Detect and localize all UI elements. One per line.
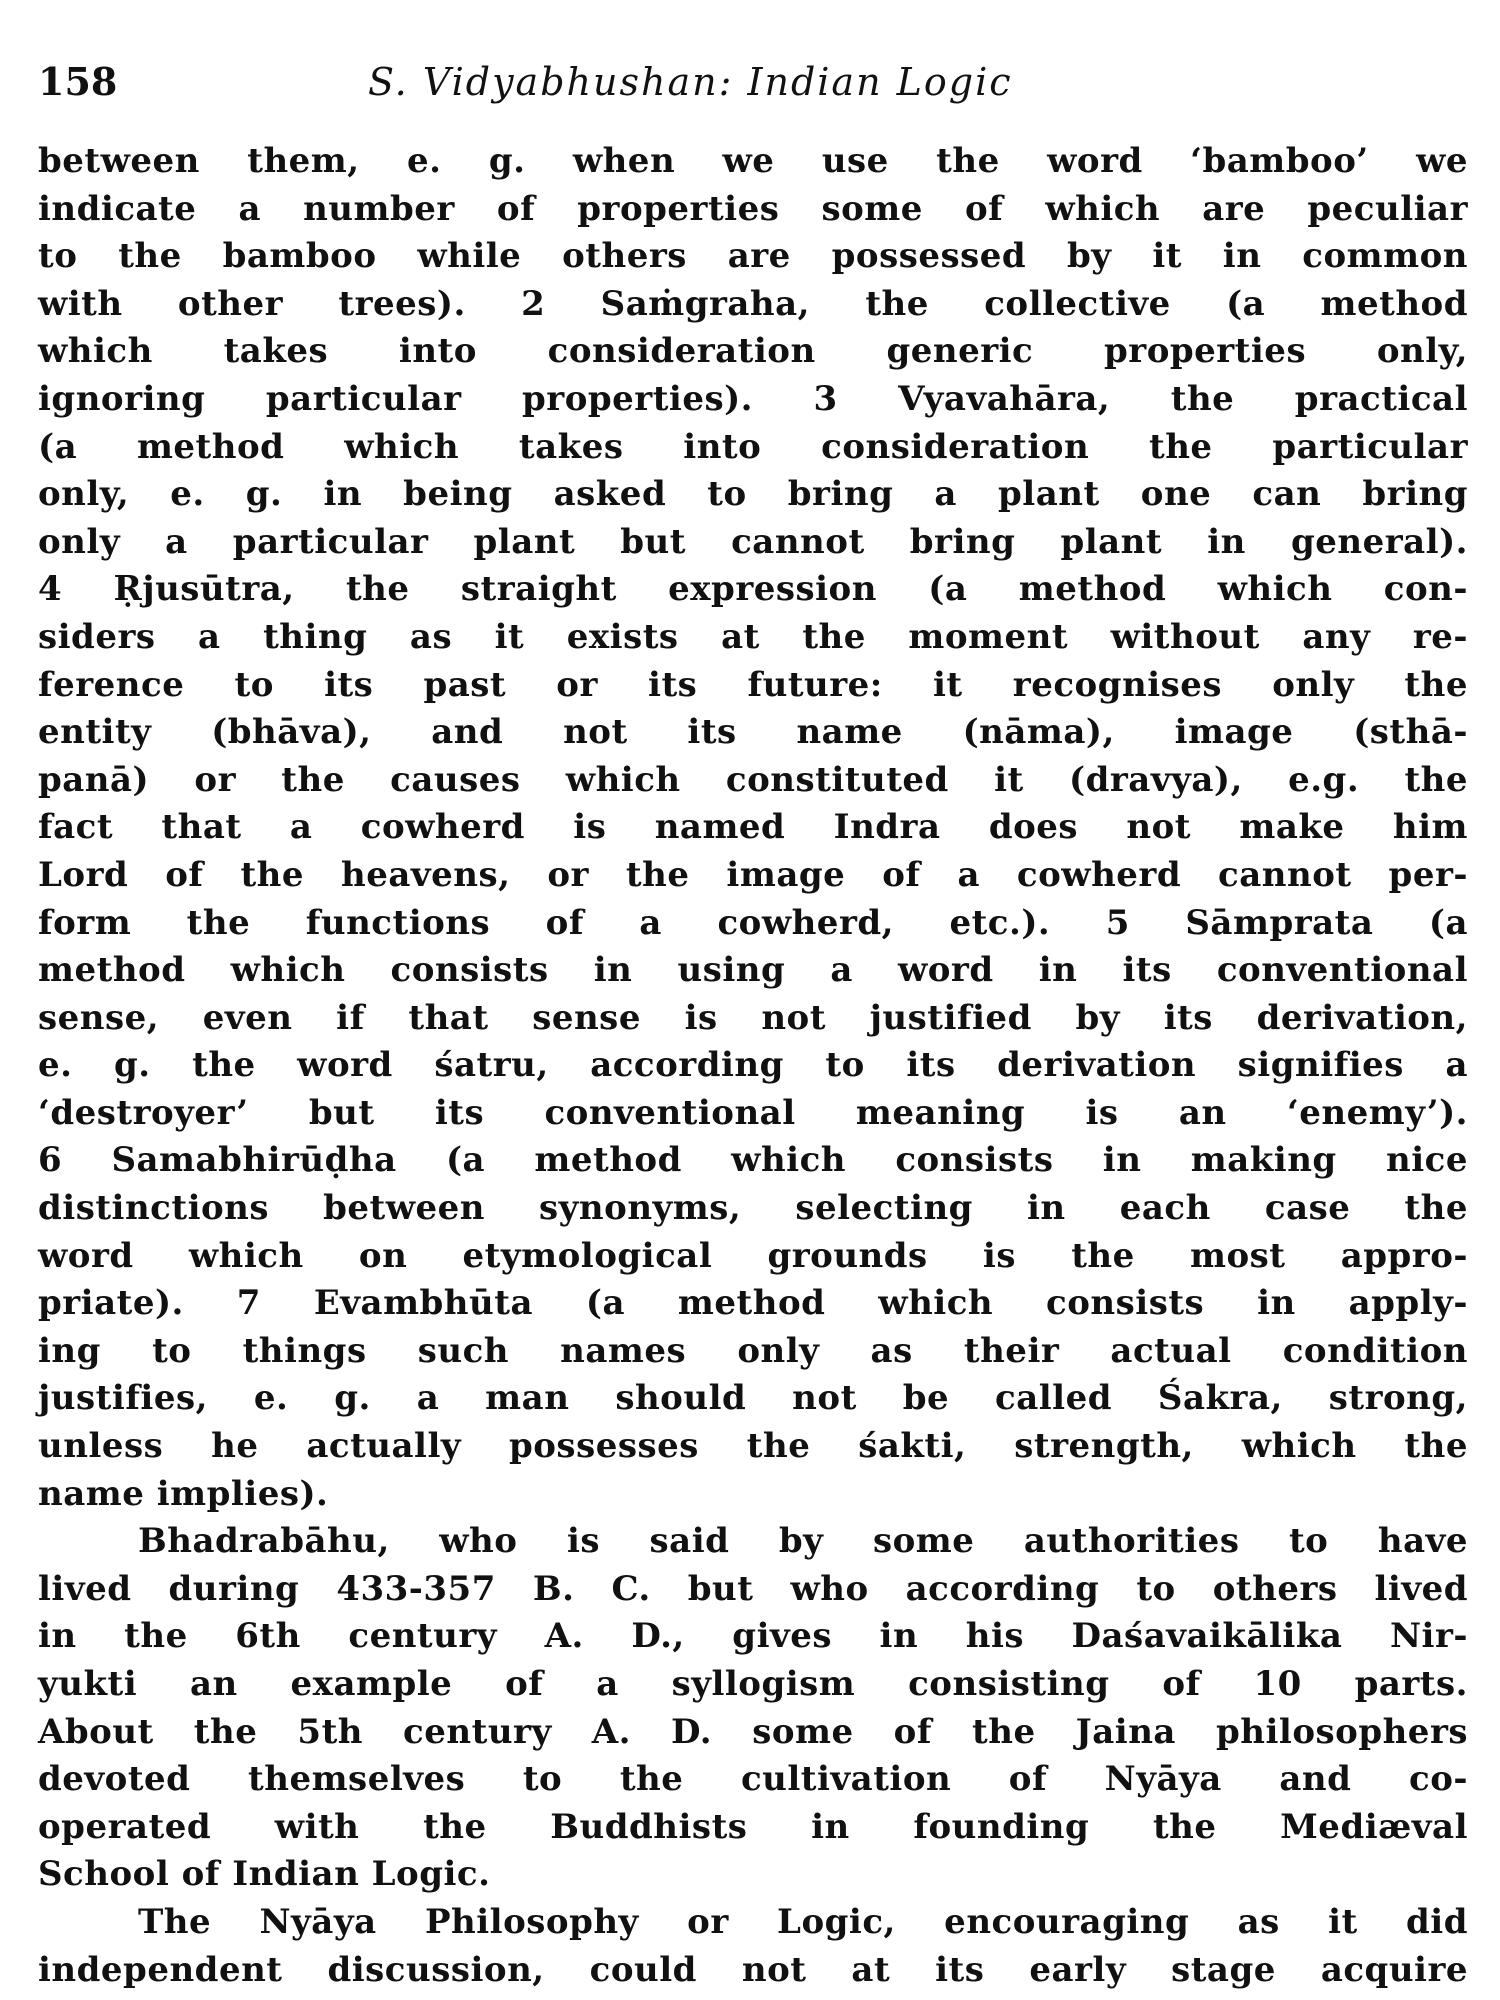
text-line: justifies, e. g. a man should not be called Śakra, strong, [38,1378,1468,1419]
text-line: only a particular plant but cannot bring plant in general). [38,521,1468,562]
text-line: 6 Samabhirūḍha (a method which consists in making nice [38,1140,1468,1181]
text-line: fact that a cowherd is named Indra does not make him [38,807,1468,848]
text-line: lived during 433-357 B. C. but who according to others lived [38,1568,1468,1609]
text-line: to the bamboo while others are possessed by it in common [38,236,1468,277]
text-line: ference to its past or its future: it recognises only the [38,664,1468,705]
text-line: only, e. g. in being asked to bring a plant one can bring [38,474,1468,515]
text-line: which takes into consideration generic properties only, [38,331,1468,372]
text-line: operated with the Buddhists in founding the Mediæval [38,1806,1468,1847]
text-line: word which on etymological grounds is the most appro- [38,1235,1468,1276]
paragraph-start-line: Bhadrabāhu, who is said by some authorities to have [138,1521,1468,1562]
text-line: e. g. the word śatru, according to its derivation signifies a [38,1045,1468,1086]
text-line: entity (bhāva), and not its name (nāma), image (sthā- [38,712,1468,753]
text-line: ignoring particular properties). 3 Vyavahāra, the practical [38,378,1468,419]
text-line: About the 5th century A. D. some of the Jaina philosophers [38,1711,1468,1752]
text-line: unless he actually possesses the śakti, strength, which the [38,1426,1468,1467]
text-line: form the functions of a cowherd, etc.). 5 Sāmprata (a [38,902,1468,943]
text-line: sense, even if that sense is not justified by its derivation, [38,997,1468,1038]
text-line: siders a thing as it exists at the moment without any re- [38,616,1468,657]
text-line: School of Indian Logic. [38,1854,491,1895]
text-line: indicate a number of properties some of which are peculiar [38,188,1468,229]
text-line: 4 Ṛjusūtra, the straight expression (a method which con- [38,569,1468,610]
page-header [38,58,1118,106]
text-line: devoted themselves to the cultivation of Nyāya and co- [38,1759,1468,1800]
running-title: S. Vidyabhushan: Indian Logic [368,60,1013,104]
text-line: with other trees). 2 Saṁgraha, the collective (a method [38,283,1468,324]
text-line: distinctions between synonyms, selecting in each case the [38,1188,1468,1229]
text-line: Lord of the heavens, or the image of a cowherd cannot per- [38,854,1468,895]
text-line: ing to things such names only as their actual condition [38,1330,1468,1371]
body-text [38,138,1468,1994]
text-line: independent discussion, could not at its early stage acquire [38,1949,1468,1990]
text-line: between them, e. g. when we use the word ‘bamboo’ we [38,141,1468,181]
page-number: 158 [38,59,118,104]
text-line: ‘destroyer’ but its conventional meaning is an ‘enemy’). [38,1092,1468,1133]
text-line: priate). 7 Evambhūta (a method which consists in apply- [38,1283,1468,1324]
paragraph-start-line: The Nyāya Philosophy or Logic, encouraging as it did [138,1901,1468,1942]
text-line: in the 6th century A. D., gives in his Daśavaikālika Nir- [38,1616,1468,1657]
text-line: name implies). [38,1473,329,1514]
text-line: yukti an example of a syllogism consisting of 10 parts. [38,1664,1468,1704]
text-line: method which consists in using a word in its conventional [38,950,1468,991]
text-line: (a method which takes into consideration the particular [38,426,1468,467]
text-line: panā) or the causes which constituted it (dravya), e.g. the [38,759,1468,800]
